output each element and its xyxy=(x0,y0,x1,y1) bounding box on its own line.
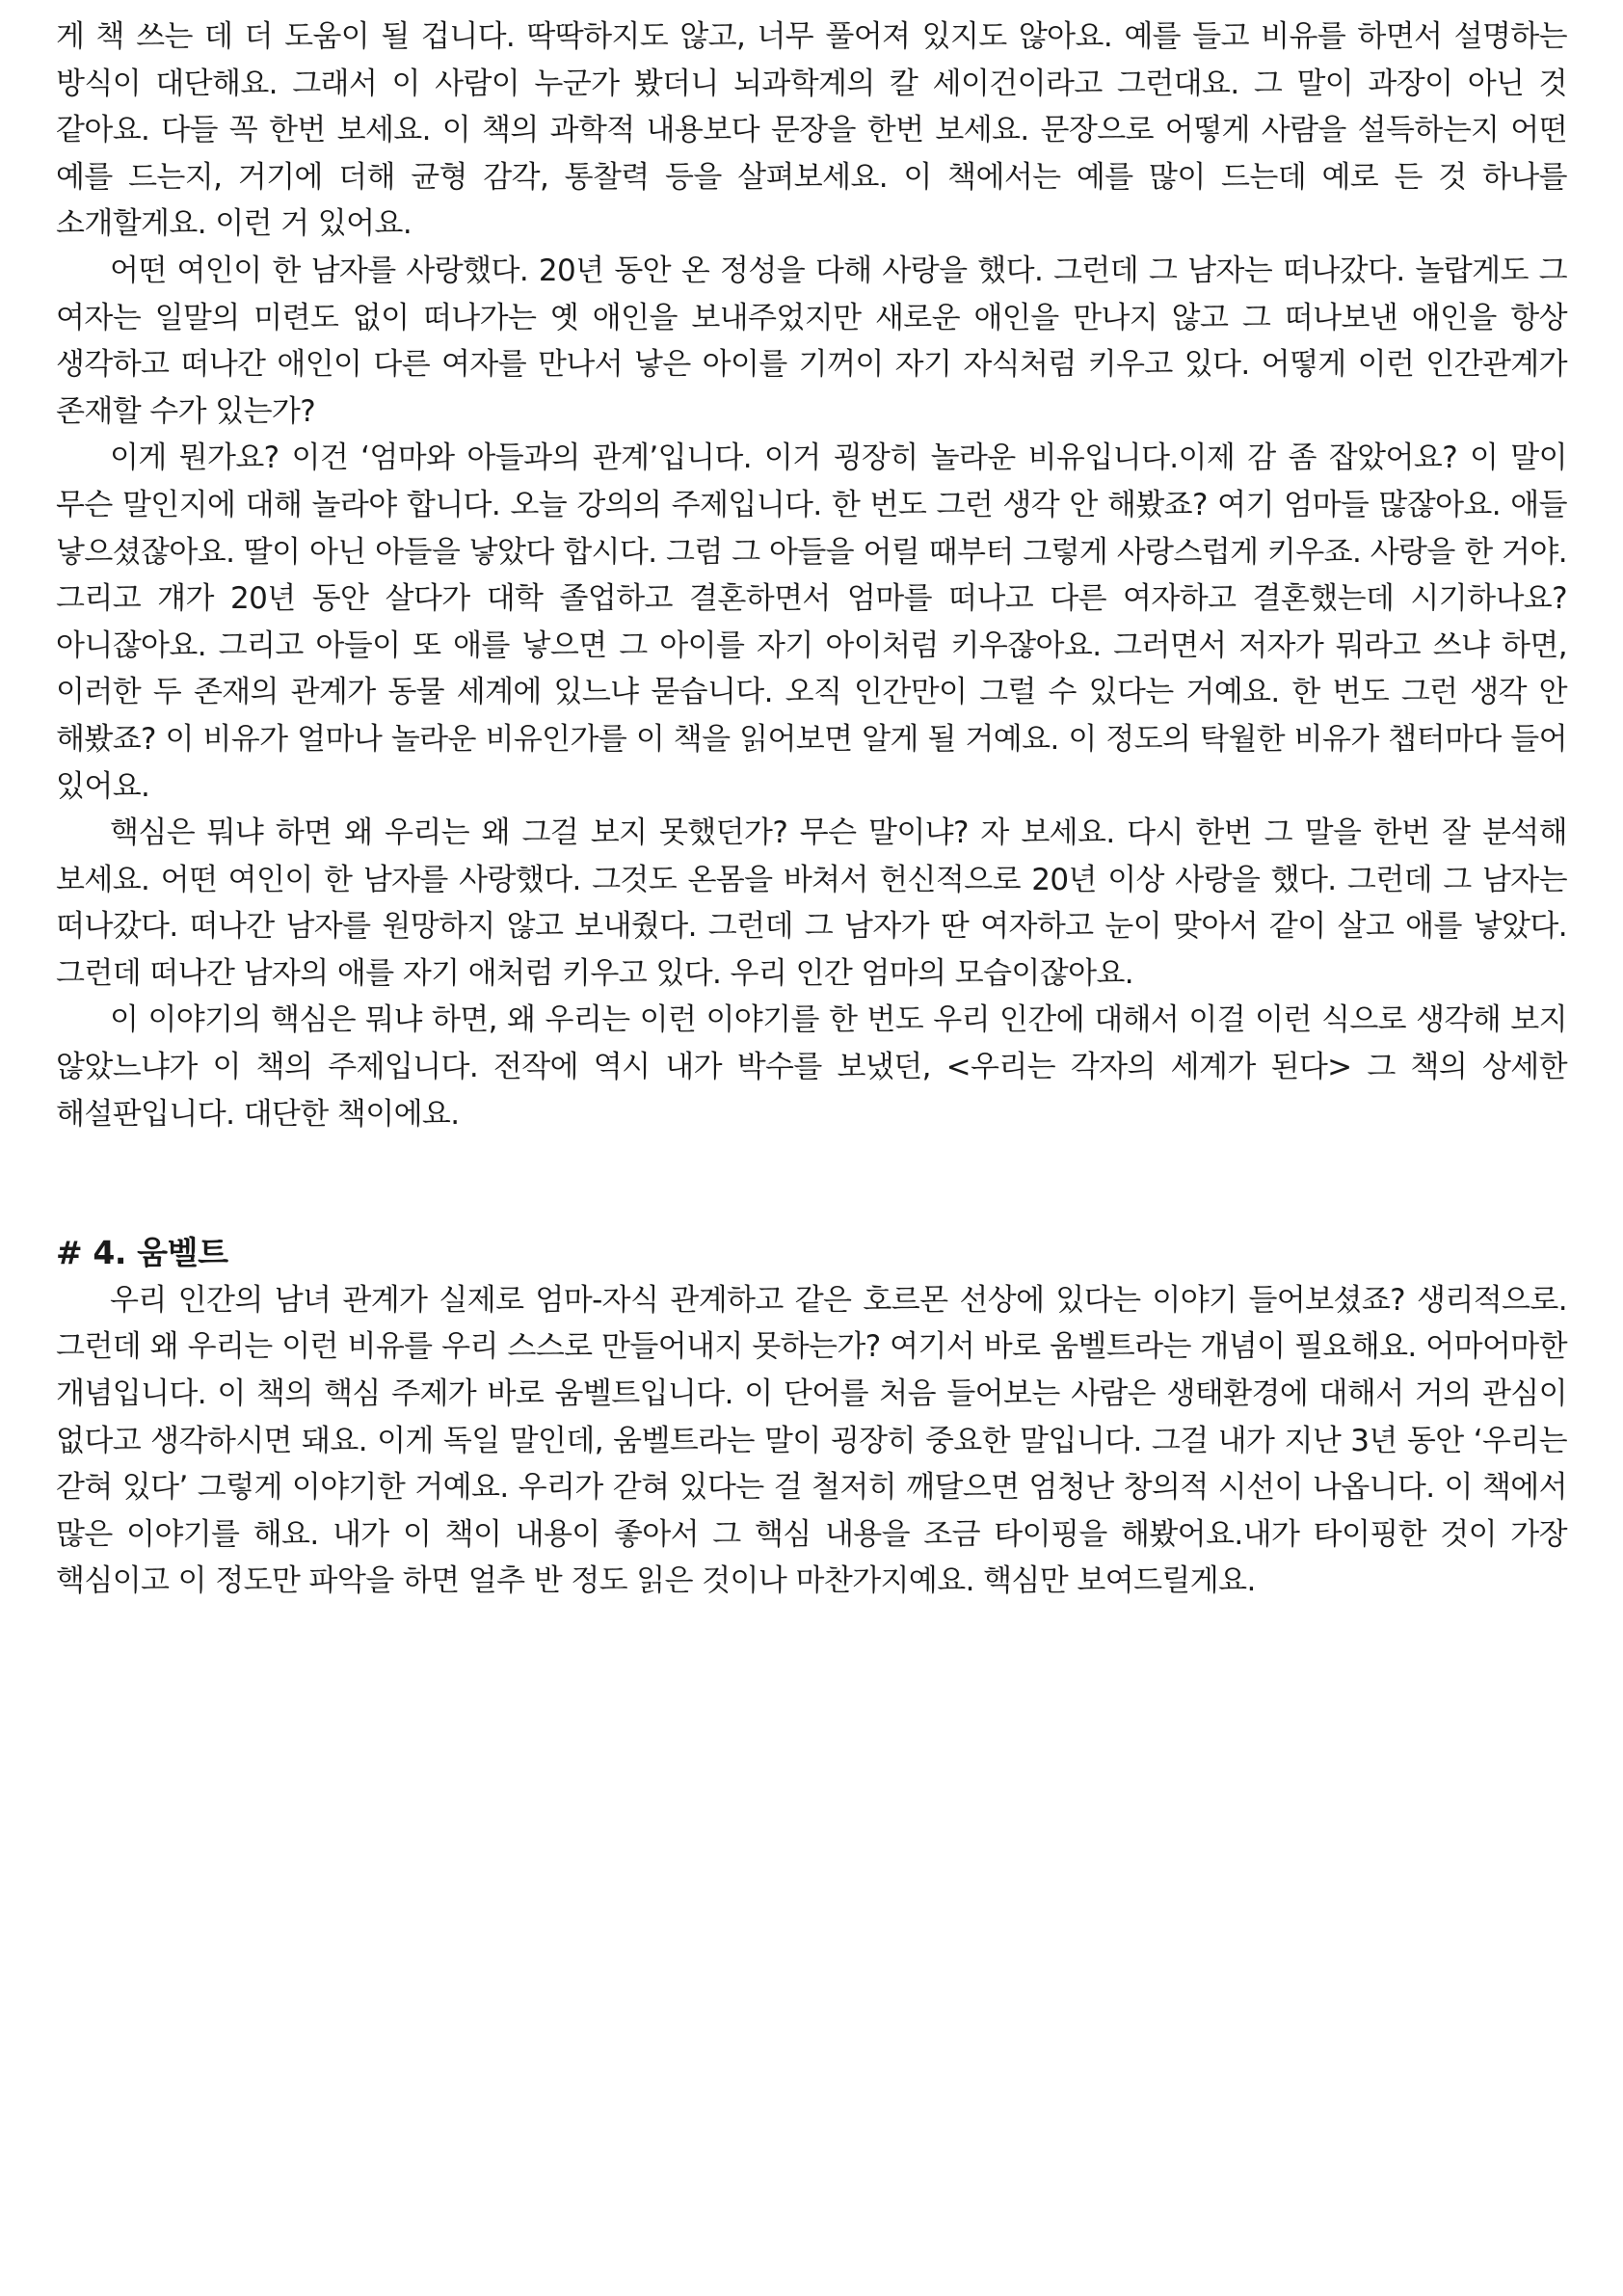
paragraph-book-theme: 이 이야기의 핵심은 뭐냐 하면, 왜 우리는 이런 이야기를 한 번도 우리 인간에 대해서 이걸 이런 식으로 생각해 보지 않았느냐가 이 책의 주제입니다. 전작에 역시 내가 박수를 보냈던, <우리는 각자의 세계가 된다> 그 책의 상세한 해설판입니다. 대단한 책이에요. xyxy=(56,1002,1567,1132)
section-heading-umwelt: # 4. 움벨트 xyxy=(56,1234,228,1272)
document-page xyxy=(56,13,1567,1605)
paragraph-core-question: 핵심은 뭐냐 하면 왜 우리는 왜 그걸 보지 못했던가? 무슨 말이냐? 자 보세요. 다시 한번 그 말을 한번 잘 분석해 보세요. 어떤 여인이 한 남자를 사랑했다. 그것도 온몸을 바쳐서 헌신적으로 20년 이상 사랑을 했다. 그런데 그 남자는 떠나갔다. 떠나간 남자를 원망하지 않고 보내줬다. 그런데 그 남자가 딴 여자하고 눈이 맞아서 같이 살고 애를 낳았다. 그런데 떠나간 남자의 애를 자기 애처럼 키우고 있다. 우리 인간 엄마의 모습이잖아요. xyxy=(56,815,1567,991)
paragraph-umwelt-intro: 우리 인간의 남녀 관계가 실제로 엄마-자식 관계하고 같은 호르몬 선상에 있다는 이야기 들어보셨죠? 생리적으로. 그런데 왜 우리는 이런 비유를 우리 스스로 만들어내지 못하는가? 여기서 바로 움벨트라는 개념이 필요해요. 어마어마한 개념입니다. 이 책의 핵심 주제가 바로 움벨트입니다. 이 단어를 처음 들어보는 사람은 생태환경에 대해서 거의 관심이 없다고 생각하시면 돼요. 이게 독일 말인데, 움벨트라는 말이 굉장히 중요한 말입니다. 그걸 내가 지난 3년 동안 ‘우리는 갇혀 있다’ 그렇게 이야기한 거예요. 우리가 갇혀 있다는 걸 철저히 깨달으면 엄청난 창의적 시선이 나옵니다. 이 책에서 많은 이야기를 해요. 내가 이 책이 내용이 좋아서 그 핵심 내용을 조금 타이핑을 해봤어요.내가 타이핑한 것이 가장 핵심이고 이 정도만 파악을 하면 얼추 반 정도 읽은 것이나 마찬가지예요. 핵심만 보여드릴게요. xyxy=(56,1282,1567,1599)
paragraph-continued-intro: 게 책 쓰는 데 더 도움이 될 겁니다. 딱딱하지도 않고, 너무 풀어져 있지도 않아요. 예를 들고 비유를 하면서 설명하는 방식이 대단해요. 그래서 이 사람이 누군가 봤더니 뇌과학계의 칼 세이건이라고 그런대요. 그 말이 과장이 아닌 것 같아요. 다들 꼭 한번 보세요. 이 책의 과학적 내용보다 문장을 한번 보세요. 문장으로 어떻게 사람을 설득하는지 어떤 예를 드는지, 거기에 더해 균형 감각, 통찰력 등을 살펴보세요. 이 책에서는 예를 많이 드는데 예로 든 것 하나를 소개할게요. 이런 거 있어요. xyxy=(56,19,1567,242)
paragraph-analogy-story: 어떤 여인이 한 남자를 사랑했다. 20년 동안 온 정성을 다해 사랑을 했다. 그런데 그 남자는 떠나갔다. 놀랍게도 그 여자는 일말의 미련도 없이 떠나가는 옛 애인을 보내주었지만 새로운 애인을 만나지 않고 그 떠나보낸 애인을 항상 생각하고 떠나간 애인이 다른 여자를 만나서 낳은 아이를 기꺼이 자기 자식처럼 키우고 있다. 어떻게 이런 인간관계가 존재할 수가 있는가? xyxy=(56,253,1567,429)
paragraph-mother-son-relationship: 이게 뭔가요? 이건 ‘엄마와 아들과의 관계’입니다. 이거 굉장히 놀라운 비유입니다.이제 감 좀 잡았어요? 이 말이 무슨 말인지에 대해 놀라야 합니다. 오늘 강의의 주제입니다. 한 번도 그런 생각 안 해봤죠? 여기 엄마들 많잖아요. 애들 낳으셨잖아요. 딸이 아닌 아들을 낳았다 합시다. 그럼 그 아들을 어릴 때부터 그렇게 사랑스럽게 키우죠. 사랑을 한 거야. 그리고 걔가 20년 동안 살다가 대학 졸업하고 결혼하면서 엄마를 떠나고 다른 여자하고 결혼했는데 시기하나요? 아니잖아요. 그리고 아들이 또 애를 낳으면 그 아이를 자기 아이처럼 키우잖아요. 그러면서 저자가 뭐라고 쓰냐 하면, 이러한 두 존재의 관계가 동물 세계에 있느냐 묻습니다. 오직 인간만이 그럴 수 있다는 거예요. 한 번도 그런 생각 안 해봤죠? 이 비유가 얼마나 놀라운 비유인가를 이 책을 읽어보면 알게 될 거예요. 이 정도의 탁월한 비유가 챕터마다 들어 있어요. xyxy=(56,441,1567,804)
